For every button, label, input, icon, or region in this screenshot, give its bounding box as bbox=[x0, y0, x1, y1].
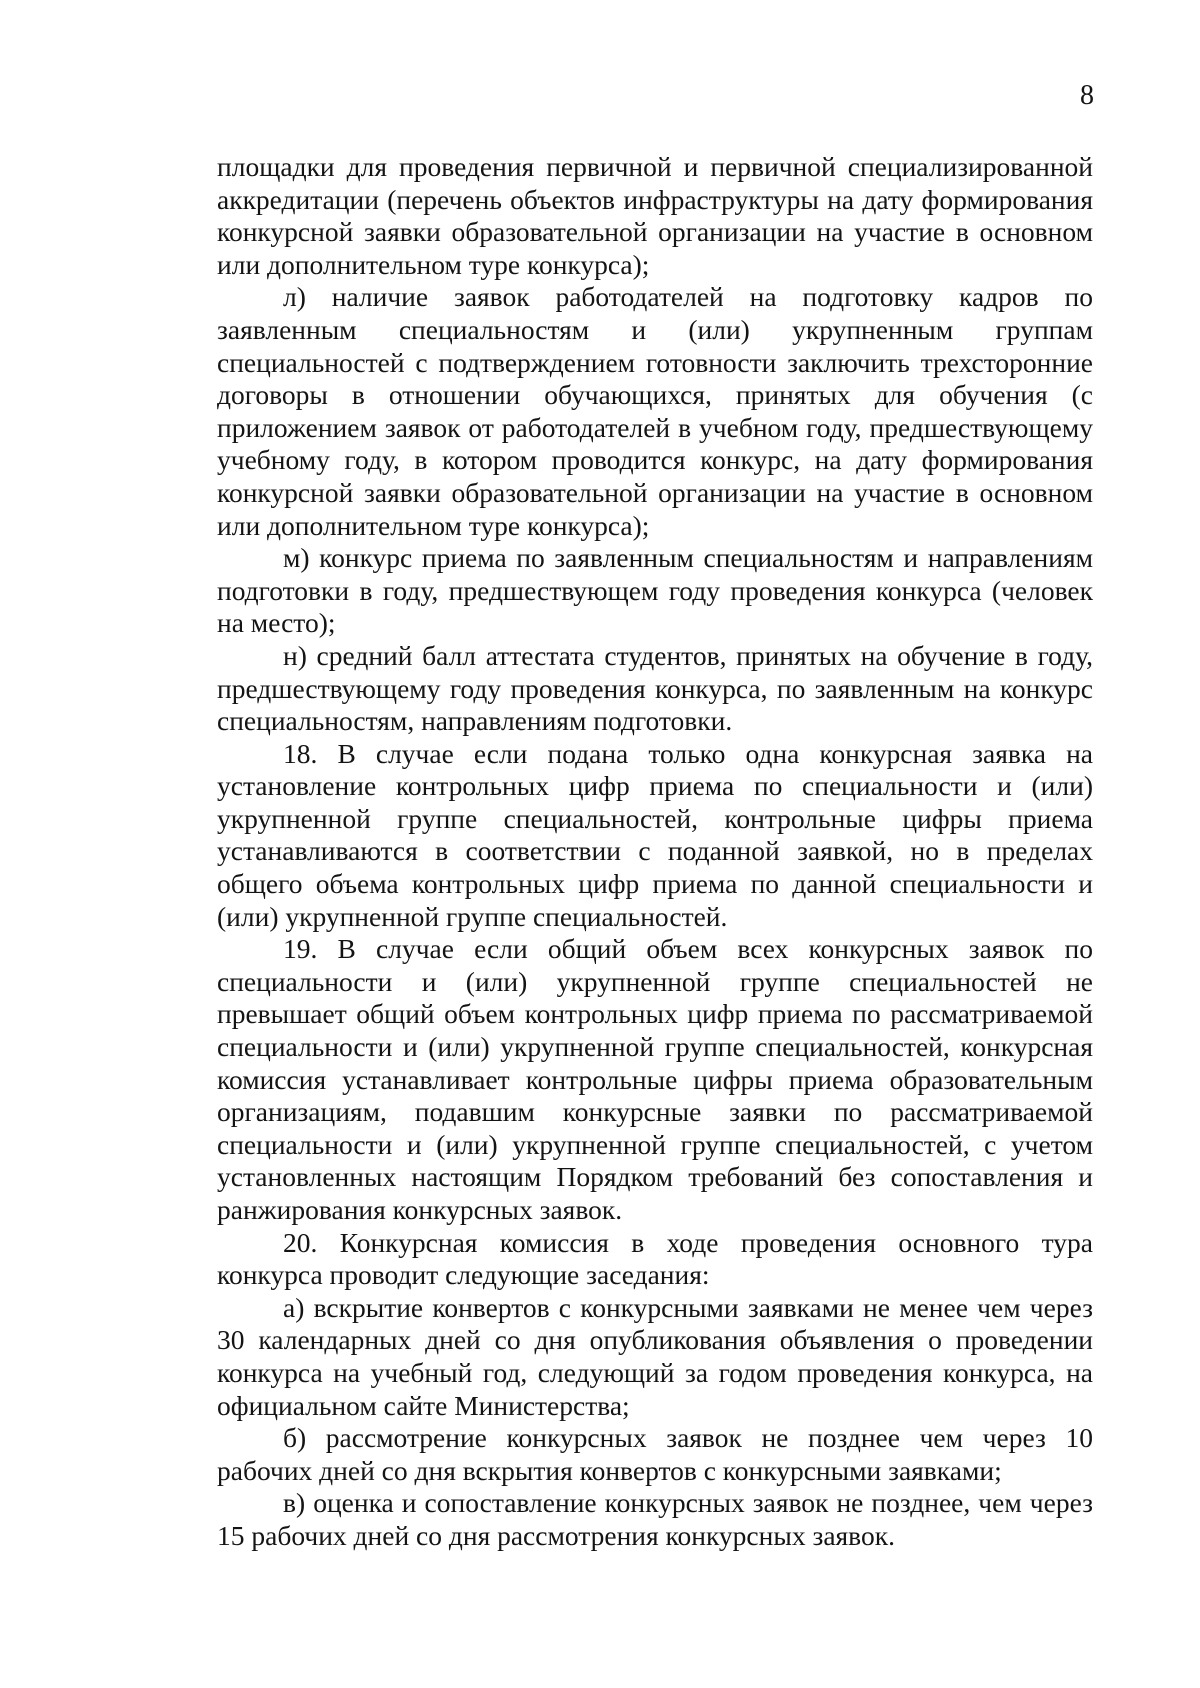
paragraph-accreditation-continuation: площадки для проведения первичной и первичной специализированной аккредитации (перечень объектов инфраструктуры на дату формирования конкурсной заявки образовательной организации на участие в основном или дополнительном туре конкурса); bbox=[217, 151, 1093, 280]
paragraph-item-l: л) наличие заявок работодателей на подготовку кадров по заявленным специальностям и (или) укрупненным группам специальностей с подтверждением готовности заключить трехсторонние договоры в отношении обучающихся, принятых для обучения (с приложением заявок от работодателей в учебном году, предшествующему учебному году, в котором проводится конкурс, на дату формирования конкурсной заявки образовательной организации на участие в основном или дополнительном туре конкурса); bbox=[217, 281, 1093, 541]
page-number: 8 bbox=[1080, 80, 1094, 111]
paragraph-item-b: б) рассмотрение конкурсных заявок не позднее чем через 10 рабочих дней со дня вскрытия конвертов с конкурсными заявками; bbox=[217, 1422, 1093, 1486]
paragraph-item-v: в) оценка и сопоставление конкурсных заявок не позднее, чем через 15 рабочих дней со дня рассмотрения конкурсных заявок. bbox=[217, 1487, 1093, 1551]
paragraph-clause-19: 19. В случае если общий объем всех конкурсных заявок по специальности и (или) укрупненной группе специальностей не превышает общий объем контрольных цифр приема по рассматриваемой специальности и (или) укрупненной группе специальностей, конкурсная комиссия устанавливает контрольные цифры приема образовательным организациям, подавшим конкурсные заявки по рассматриваемой специальности и (или) укрупненной группе специальностей, с учетом установленных настоящим Порядком требований без сопоставления и ранжирования конкурсных заявок. bbox=[217, 933, 1093, 1225]
document-body bbox=[217, 151, 1093, 1553]
paragraph-item-a: а) вскрытие конвертов с конкурсными заявками не менее чем через 30 календарных дней со дня опубликования объявления о проведении конкурса на учебный год, следующий за годом проведения конкурса, на официальном сайте Министерства; bbox=[217, 1291, 1093, 1421]
paragraph-clause-18: 18. В случае если подана только одна конкурсная заявка на установление контрольных цифр приема по специальности и (или) укрупненной группе специальностей, контрольные цифры приема устанавливаются в соответствии с поданной заявкой, но в пределах общего объема контрольных цифр приема по данной специальности и (или) укрупненной группе специальностей. bbox=[217, 737, 1093, 932]
paragraph-clause-20: 20. Конкурсная комиссия в ходе проведения основного тура конкурса проводит следующие заседания: bbox=[217, 1226, 1093, 1291]
paragraph-item-n: н) средний балл аттестата студентов, принятых на обучение в году, предшествующему году проведения конкурса, по заявленным на конкурс специальностям, направлениям подготовки. bbox=[217, 639, 1093, 737]
paragraph-item-m: м) конкурс приема по заявленным специальностям и направлениям подготовки в году, предшествующем году проведения конкурса (человек на место); bbox=[217, 542, 1093, 639]
